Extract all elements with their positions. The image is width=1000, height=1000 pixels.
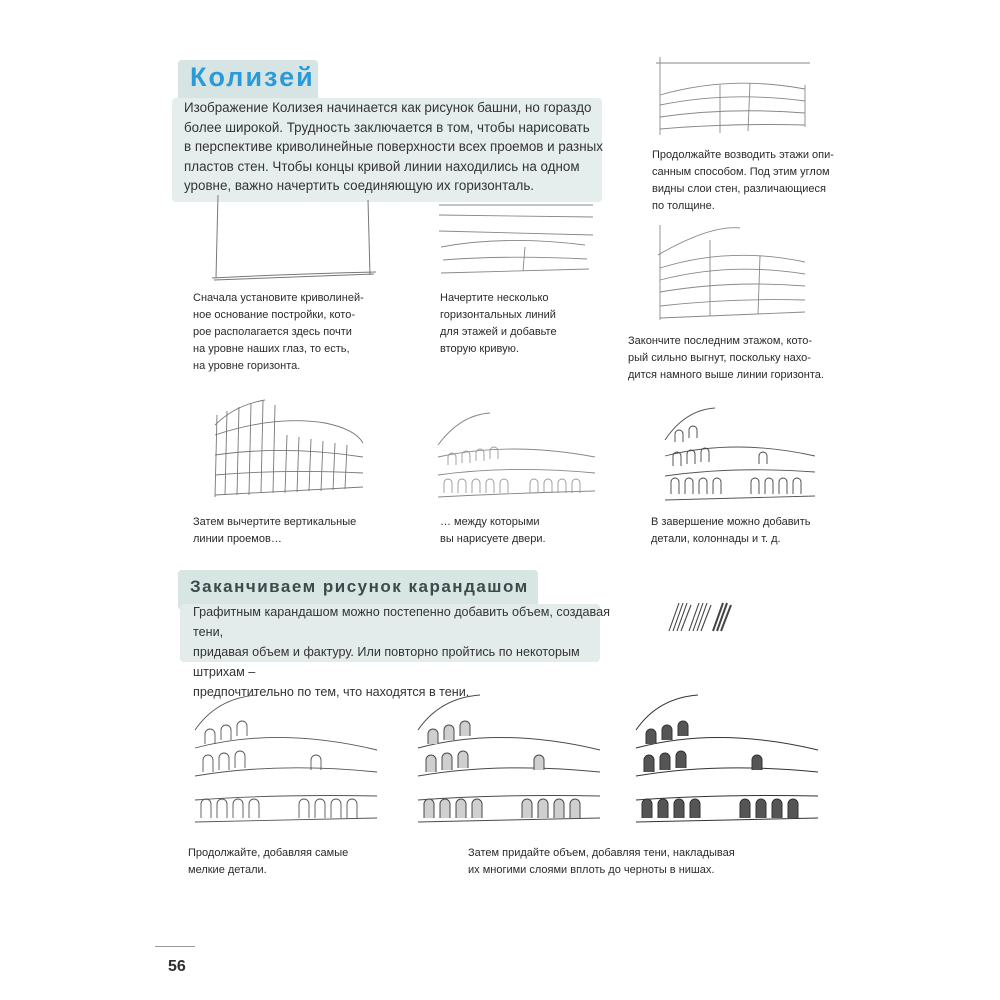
caption-line: Сначала установите криволиней- — [193, 292, 364, 304]
intro-line: Графитным карандашом можно постепенно добавить объем, создавая тени, — [193, 605, 610, 639]
step-caption-5 — [193, 514, 393, 548]
caption-line: Затем придайте объем, добавляя тени, накладывая — [468, 847, 735, 859]
caption-line: Начертите несколько — [440, 292, 549, 304]
caption-line: рый сильно выгнут, поскольку нахо- — [628, 352, 811, 364]
caption-line: вторую кривую. — [440, 343, 519, 355]
caption-line: Затем вычертите вертикальные — [193, 516, 357, 528]
caption-line: видны слои стен, различающиеся — [652, 183, 826, 195]
section2-intro — [193, 602, 613, 702]
section-title: Колизей — [190, 62, 315, 92]
step-caption-3 — [652, 147, 872, 215]
sketch-step-2 — [435, 195, 595, 285]
caption-line: ное основание постройки, кото- — [193, 309, 355, 321]
step-caption-6 — [440, 514, 620, 548]
caption-line: В завершение можно добавить — [651, 516, 811, 528]
caption-line: мелкие детали. — [188, 864, 267, 876]
sketch-step-3 — [650, 55, 815, 150]
page-number-rule — [155, 946, 195, 947]
pencil-scribble — [665, 597, 745, 635]
intro-line: придавая объем и фактуру. Или повторно пройтись по некоторым штрихам – — [193, 645, 580, 679]
step-caption-4 — [628, 333, 863, 384]
final-caption-2 — [468, 845, 788, 879]
caption-line: на уровне наших глаз, то есть, — [193, 343, 350, 355]
sketch-step-4 — [650, 220, 815, 330]
colosseum-drawing-2 — [410, 690, 605, 830]
sketch-step-1 — [210, 190, 380, 290]
caption-line: рое располагается здесь почти — [193, 326, 352, 338]
intro-paragraph — [184, 98, 614, 196]
sketch-step-7 — [655, 400, 820, 505]
caption-line: Закончите последним этажом, кото- — [628, 335, 813, 347]
caption-line: … между которыми — [440, 516, 540, 528]
section2-title: Заканчиваем рисунок карандашом — [190, 577, 529, 596]
caption-line: для этажей и добавьте — [440, 326, 557, 338]
caption-line: по толщине. — [652, 200, 715, 212]
step-caption-2 — [440, 290, 620, 358]
final-caption-1 — [188, 845, 418, 879]
intro-line: Изображение Колизея начинается как рисунок башни, но гораздо — [184, 100, 592, 115]
step-caption-7 — [651, 514, 866, 548]
intro-line: уровне, важно начертить соединяющую их горизонталь. — [184, 178, 535, 193]
caption-line: дится намного выше линии горизонта. — [628, 369, 824, 381]
caption-line: их многими слоями вплоть до черноты в нишах. — [468, 864, 715, 876]
caption-line: вы нарисуете двери. — [440, 533, 546, 545]
intro-line: предпочтительно по тем, что находятся в тени. — [193, 685, 470, 699]
colosseum-drawing-1 — [187, 690, 382, 830]
caption-line: горизонтальных линий — [440, 309, 556, 321]
caption-line: линии проемов… — [193, 533, 282, 545]
intro-line: в перспективе криволинейные поверхности всех проемов и разных — [184, 139, 603, 154]
page-number: 56 — [168, 958, 186, 975]
intro-line: более широкой. Трудность заключается в том, чтобы нарисовать — [184, 119, 590, 135]
caption-line: детали, колоннады и т. д. — [651, 533, 781, 545]
caption-line: Продолжайте возводить этажи опи- — [652, 149, 834, 161]
sketch-step-5 — [205, 395, 370, 505]
caption-line: санным способом. Под этим углом — [652, 166, 830, 178]
intro-line: пластов стен. Чтобы концы кривой линии находились на одном — [184, 158, 580, 174]
caption-line: Продолжайте, добавляя самые — [188, 847, 349, 859]
step-caption-1 — [193, 290, 413, 375]
colosseum-drawing-3 — [628, 690, 823, 830]
caption-line: на уровне горизонта. — [193, 360, 301, 372]
sketch-step-6 — [430, 405, 600, 505]
